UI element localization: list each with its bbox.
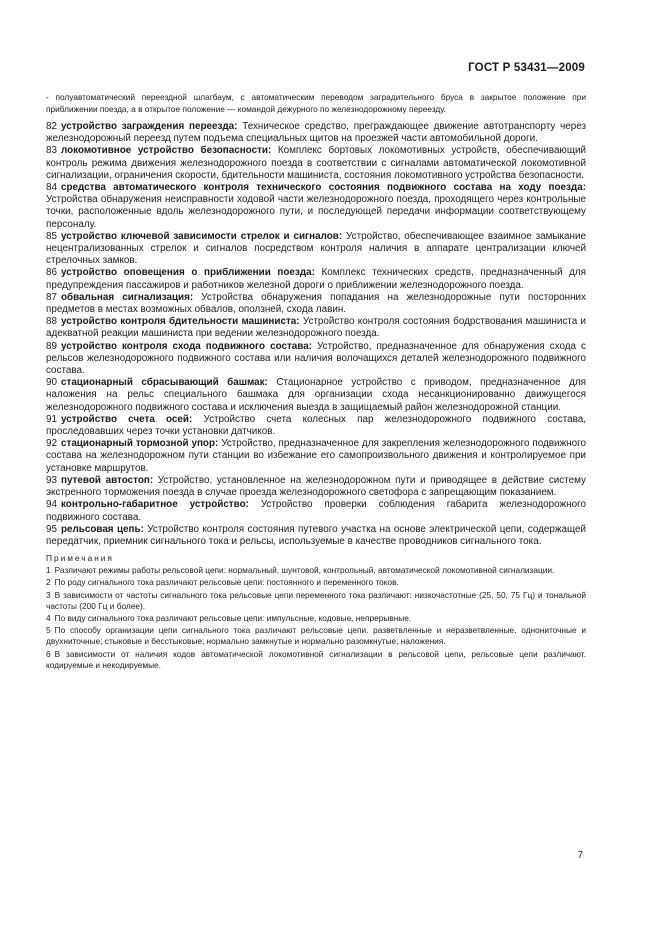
note-item — [46, 577, 586, 588]
definitions-list — [46, 121, 586, 548]
entry-term: устройство контроля схода подвижного состава: — [60, 340, 313, 352]
entry-term: устройство заграждения переезда: — [60, 121, 238, 132]
definition-entry — [46, 341, 586, 378]
entry-number: 89 — [46, 340, 57, 352]
note-text: По способу организации цепи сигнального тока различают рельсовые цепи. разветвленные и неразветвленные, однониточные и двухниточные; стыковые и бесстыковые; нормально замкнутые и нормально разомкнутые; наложения. — [46, 625, 586, 647]
definition-entry — [46, 316, 586, 340]
entry-definition: Устройство, обеспечивающее взаимное замыкание нецентрализованных стрелок и сигналов посредством контроля наличия в аппарате централизации ключей стрелочных замков. — [46, 230, 586, 267]
notes-heading: Примечания — [46, 553, 114, 564]
note-item — [46, 590, 586, 612]
entry-number: 87 — [46, 291, 57, 303]
entry-term: стационарный сбрасывающий башмак: — [60, 377, 268, 389]
entry-definition: Устройство контроля состояния бодрствования машиниста и адекватной реакции машиниста при ведении железнодорожного поезда. — [46, 316, 586, 340]
note-number: 3 — [46, 589, 51, 600]
entry-term: контрольно-габаритное устройство: — [60, 499, 249, 511]
intro-paragraph: - полуавтоматический переездной шлагбаум, с автоматическим переводом заградительного бруса в закрытое положение при приближении поезда, а в открытое положение — командой дежурного по железнодорожному переезду. — [46, 92, 586, 114]
note-number: 6 — [46, 648, 51, 659]
definition-entry — [46, 377, 586, 414]
entry-number: 92 — [46, 438, 57, 450]
entry-number: 83 — [46, 145, 57, 157]
page-content — [46, 92, 586, 672]
document-id: ГОСТ Р 53431—2009 — [468, 62, 585, 74]
entry-definition: Техническое средство, преграждающее движение автотранспорту через железнодорожный переезд путем подъема специальных щитов на проезжей части автомобильной дороги. — [46, 121, 586, 145]
entry-number: 85 — [46, 230, 57, 242]
entry-term: путевой автостоп: — [60, 474, 154, 486]
definition-entry — [46, 145, 586, 182]
entry-definition: Комплекс технических средств, предназначенный для предупреждения пассажиров и работников железной дороги о приближении железнодорожного поезда. — [46, 267, 586, 291]
note-item — [46, 625, 586, 647]
entry-definition: Устройство, установленное на железнодорожном пути и приводящее в действие систему экстренного торможения поезда в случае проезда железнодорожного светофора с запрещающим показанием. — [46, 474, 586, 499]
definition-entry — [46, 121, 586, 145]
entry-number: 91 — [46, 413, 57, 425]
note-text: По виду сигнального тока различают рельсовые цепи: импульсные, кодовые, непрерывные. — [54, 612, 412, 623]
entry-term: локомотивное устройство безопасности: — [60, 145, 272, 157]
definition-entry — [46, 231, 586, 268]
definition-entry — [46, 524, 586, 548]
definition-entry — [46, 438, 586, 475]
entry-definition: Устройство проверки соблюдения габарита железнодорожного подвижного состава. — [46, 499, 586, 523]
note-item — [46, 565, 586, 576]
note-text: По роду сигнального тока различают рельсовые цепи: постоянного и переменного токов. — [54, 577, 399, 588]
page-number: 7 — [577, 850, 583, 861]
note-text: Различают режимы работы рельсовой цепи: нормальный, шунтовой, контрольный, автоматической локомотивной сигнализации. — [54, 565, 555, 576]
entry-definition: Стационарное устройство с приводом, предназначенное для наложения на рельс специального башмака для организации схода несанкционированно движущегося железнодорожного подвижного состава и исключения выезда в защищаемый район железнодорожной станции. — [46, 377, 586, 413]
note-item — [46, 649, 586, 671]
entry-number: 88 — [46, 316, 57, 328]
definition-entry — [46, 475, 586, 499]
note-text: В зависимости от наличия кодов автоматической локомотивной сигнализации в рельсовой цепи, рельсовые цепи различают. кодируемые и некодируемые. — [46, 648, 586, 670]
entry-definition: Устройство, предназначенное для обнаружения схода с рельсов железнодорожного подвижного состава или наличия волочащихся деталей железнодорожного подвижного состава. — [46, 340, 586, 377]
entry-number: 93 — [46, 474, 57, 486]
entry-term: средства автоматического контроля технического состояния подвижного состава на ходу поезда: — [60, 182, 586, 194]
entry-term: обвальная сигнализация: — [60, 291, 194, 303]
entry-definition: Комплекс бортовых локомотивных устройств, обеспечивающий контроль режима движения железнодорожного поезда в соответствии с сигналами автоматической локомотивной сигнализации, ограничения скорости, бдительности машиниста, состояния локомотивного устройства безопасности. — [46, 145, 586, 181]
entry-term: устройство счета осей: — [60, 413, 193, 425]
entry-number: 82 — [46, 121, 57, 132]
entry-number: 95 — [46, 523, 57, 535]
entry-term: рельсовая цепь: — [60, 523, 144, 535]
entry-definition: Устройства обнаружения попадания на железнодорожные пути посторонних предметов в местах возможных обвалов, оползней, схода лавин. — [46, 291, 586, 316]
definition-entry — [46, 292, 586, 316]
note-number: 4 — [46, 612, 51, 623]
entry-number: 90 — [46, 377, 57, 389]
definition-entry — [46, 414, 586, 438]
notes-list — [46, 565, 586, 671]
note-item — [46, 613, 586, 624]
definition-entry — [46, 267, 586, 291]
note-text: В зависимости от частоты сигнального тока рельсовые цепи переменного тока различают: низкочастотные (25, 50, 75 Гц) и тональной частоты (200 Гц и более). — [46, 589, 586, 611]
definition-entry — [46, 182, 586, 231]
entry-term: стационарный тормозной упор: — [60, 438, 219, 450]
entry-number: 84 — [46, 182, 57, 194]
entry-number: 86 — [46, 267, 57, 279]
entry-definition: Устройство счета колесных пар железнодорожного подвижного состава, проследовавших через точки установки датчиков. — [46, 413, 586, 438]
note-number: 5 — [46, 625, 51, 636]
entry-term: устройство ключевой зависимости стрелок и сигналов: — [60, 230, 343, 242]
entry-term: устройство контроля бдительности машиниста: — [60, 316, 300, 328]
entry-definition: Устройства обнаружения неисправности ходовой части железнодорожного поезда, проходящего через контрольные точки, расположенные вдоль железнодорожного пути, и последующей передачи информации соответствующему персоналу. — [46, 194, 586, 230]
entry-number: 94 — [46, 499, 57, 511]
entry-term: устройство оповещения о приближении поезда: — [60, 267, 315, 279]
definition-entry — [46, 499, 586, 523]
note-number: 1 — [46, 565, 51, 576]
entry-definition: Устройство контроля состояния путевого участка на основе электрической цепи, содержащей передатчик, приемник сигнального тока и рельсы, используемые в качестве проводников сигнального тока. — [46, 523, 587, 547]
note-number: 2 — [46, 577, 51, 588]
entry-definition: Устройство, предназначенное для закрепления железнодорожного подвижного состава на железнодорожном пути станции во избежание его самопроизвольного движения и контролируемое при установке маршрутов. — [46, 438, 586, 474]
